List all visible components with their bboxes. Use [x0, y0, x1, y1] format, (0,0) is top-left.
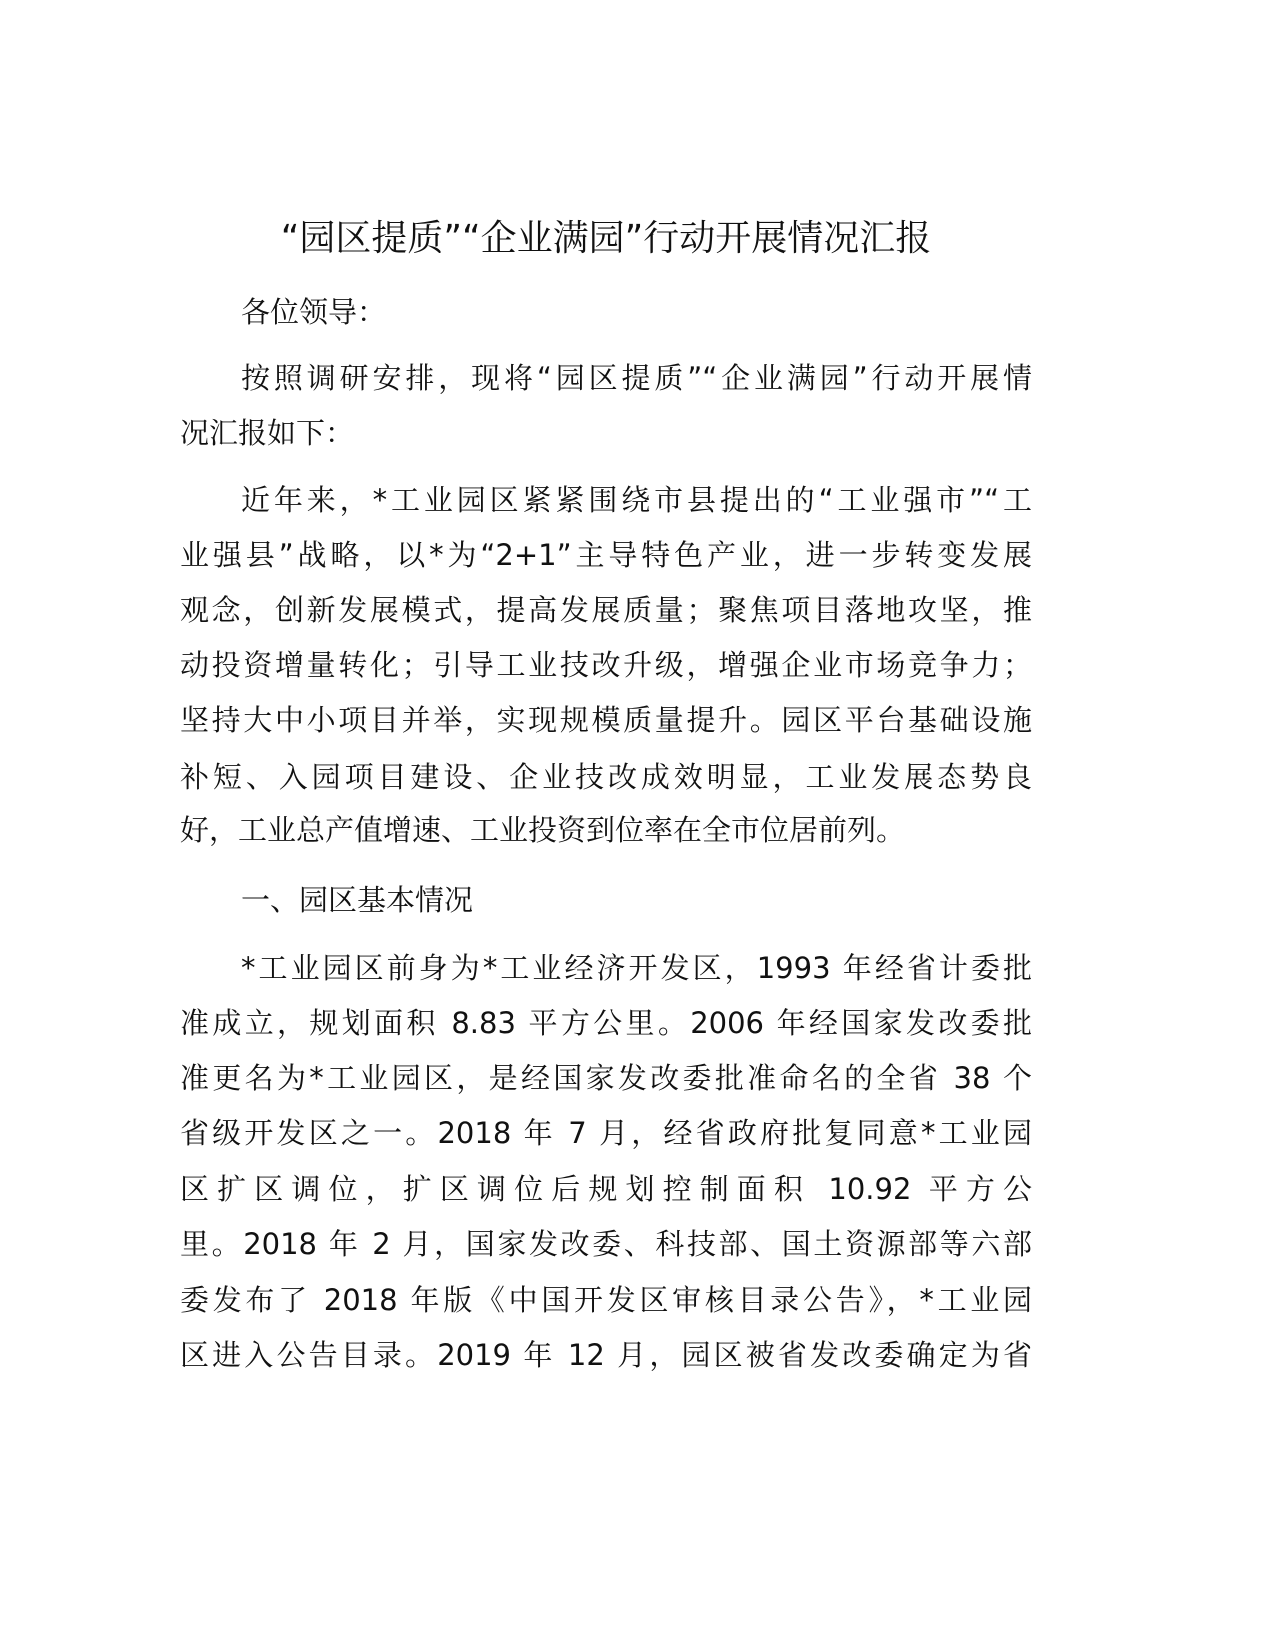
section-heading: 一、园区基本情况	[241, 883, 474, 917]
para2-line: 区进入公告目录。2019 年 12 月，园区被省发改委确定为省	[180, 1338, 1032, 1372]
para2-line: 准更名为*工业园区，是经国家发改委批准命名的全省 38 个	[180, 1061, 1032, 1095]
para1-line: 好，工业总产值增速、工业投资到位率在全市位居前列。	[180, 813, 906, 847]
para1-line: 业强县”战略，以*为“2+1”主导特色产业，进一步转变发展	[180, 538, 1032, 572]
salutation: 各位领导：	[241, 295, 387, 329]
para2-line: 省级开发区之一。2018 年 7 月，经省政府批复同意*工业园	[180, 1116, 1032, 1150]
document-title: “园区提质”“企业满园”行动开展情况汇报	[280, 218, 932, 259]
para1-line: 近年来，*工业园区紧紧围绕市县提出的“工业强市”“工	[241, 483, 1032, 517]
para2-line: *工业园区前身为*工业经济开发区，1993 年经省计委批	[241, 951, 1032, 985]
para1-line: 观念，创新发展模式，提高发展质量；聚焦项目落地攻坚，推	[180, 593, 1032, 627]
para2-line: 委发布了 2018 年版《中国开发区审核目录公告》，*工业园	[180, 1283, 1032, 1317]
para2-line: 准成立，规划面积 8.83 平方公里。2006 年经国家发改委批	[180, 1006, 1032, 1040]
para1-line: 补短、入园项目建设、企业技改成效明显，工业发展态势良	[180, 760, 1032, 794]
para2-line: 区扩区调位，扩区调位后规划控制面积 10.92 平方公	[180, 1172, 1032, 1206]
intro-line: 按照调研安排，现将“园区提质”“企业满园”行动开展情	[241, 361, 1032, 395]
para2-line: 里。2018 年 2 月，国家发改委、科技部、国土资源部等六部	[180, 1227, 1032, 1261]
para1-line: 动投资增量转化；引导工业技改升级，增强企业市场竞争力；	[180, 648, 1032, 682]
intro-line: 况汇报如下：	[180, 416, 355, 450]
para1-line: 坚持大中小项目并举，实现规模质量提升。园区平台基础设施	[180, 703, 1032, 737]
